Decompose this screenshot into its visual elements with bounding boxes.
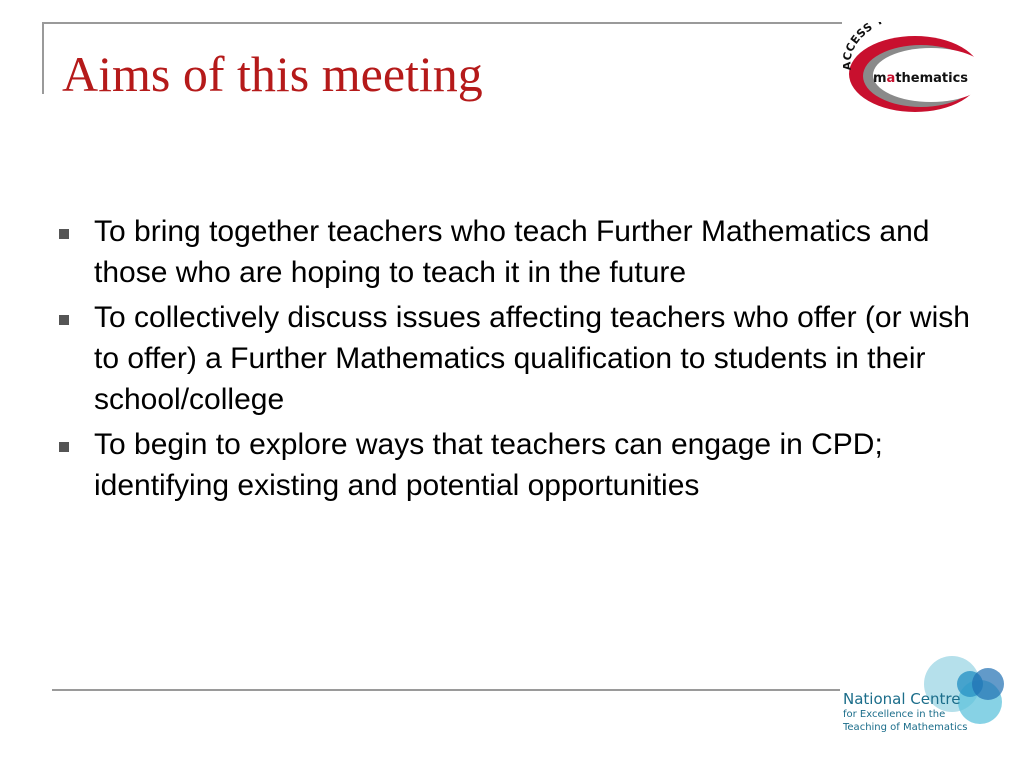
bullet-text: To bring together teachers who teach Further Mathematics and those who are hoping to teach it in the future [94,215,930,289]
logo-word-highlight: a [886,71,896,86]
bullet-item [58,211,988,293]
square-bullet-icon [59,315,69,325]
ncetm-name: National Centre [843,690,961,708]
top-rule [42,22,842,24]
ncetm-logo [840,650,1015,740]
ncetm-tagline-2: Teaching of Mathematics [843,722,968,733]
slide-title: Aims of this meeting [62,46,483,102]
bottom-rule [52,689,840,691]
left-rule [42,22,44,94]
further-maths-logo [843,22,999,118]
logo-arc-text: CESS [843,22,876,54]
ncetm-tagline-1: for Excellence in the [843,709,946,720]
square-bullet-icon [59,229,69,239]
ncetm-text [843,690,967,734]
bullet-text: To begin to explore ways that teachers can engage in CPD; identifying existing and potential opportunities [94,428,883,502]
bullet-item [58,424,988,506]
logo-word-prefix: m [873,71,887,86]
square-bullet-icon [59,442,69,452]
further-maths-logo-graphic [843,22,999,118]
bullet-list [58,211,988,510]
logo-word-suffix: thematics [895,71,969,86]
logo-word [873,71,968,86]
bullet-text: To collectively discuss issues affecting teachers who offer (or wish to offer) a Further Mathematics qualification to students in their school/college [94,301,970,416]
bullet-item [58,297,988,420]
